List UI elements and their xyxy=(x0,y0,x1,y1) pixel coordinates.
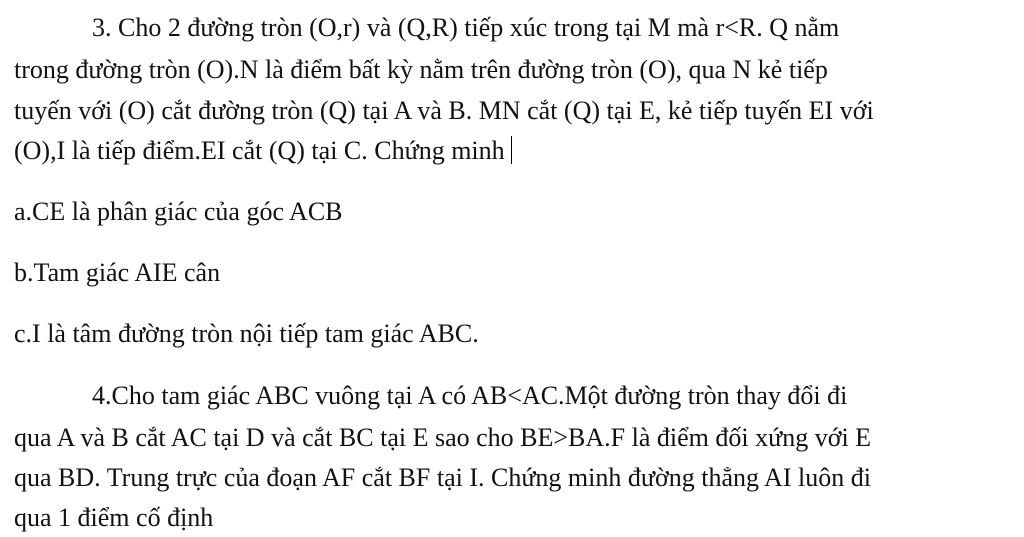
problem3-part-b: b.Tam giác AIE cân xyxy=(14,258,221,287)
problem4-line-3: qua BD. Trung trực của đoạn AF cắt BF tại I. Chứng minh đường thẳng AI luôn đi xyxy=(14,463,871,492)
problem4-line-4: qua 1 điểm cố định xyxy=(14,503,214,532)
problem3-part-c: c.I là tâm đường tròn nội tiếp tam giác ABC. xyxy=(14,319,479,348)
problem4-line-1: 4.Cho tam giác ABC vuông tại A có AB<AC.Một đường tròn thay đổi đi xyxy=(92,381,848,410)
problem3-line-4-text: (O),I là tiếp điểm.EI cắt (Q) tại C. Chứng minh xyxy=(14,136,505,165)
problem3-line-1: 3. Cho 2 đường tròn (O,r) và (Q,R) tiếp xúc trong tại M mà r<R. Q nằm xyxy=(92,13,840,42)
problem3-part-a: a.CE là phân giác của góc ACB xyxy=(14,197,343,226)
problem3-line-4 xyxy=(14,135,512,167)
problem3-line-3: tuyến với (O) cắt đường tròn (Q) tại A và B. MN cắt (Q) tại E, kẻ tiếp tuyến EI với xyxy=(14,96,874,125)
problem3-line-2: trong đường tròn (O).N là điểm bất kỳ nằm trên đường tròn (O), qua N kẻ tiếp xyxy=(14,55,828,84)
problem4-line-2: qua A và B cắt AC tại D và cắt BC tại E sao cho BE>BA.F là điểm đối xứng với E xyxy=(14,423,872,452)
text-cursor xyxy=(511,136,512,164)
